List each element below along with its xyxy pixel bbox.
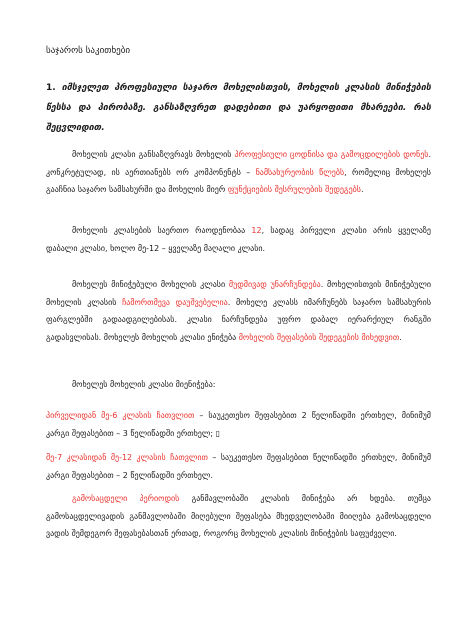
text-run: – საუკეთესო შეფასებით 2 წელიწადში ერთხელ, მინიმუმ კარგი შეფასებით – 3 წელიწადში ერთხელ;	[46, 411, 431, 438]
question-text: იმსჯელეთ პროფესიული საჯარო მოხელისთვის, მოხელის კლასის მინიჭების წესსა და პირობაზე. განსაზღვრეთ დადებითი და უარყოფითი მხარეები. რას შეცვლიდით.	[46, 83, 431, 133]
question-1	[46, 78, 431, 138]
text-run: განმავლობაში კლასის მინიჭება არ ხდება. თუმცა გამოსაცდელივადის განმავლობაში მიღებული შეფასება მხედველობაში მიიღება გამოსაცდელი ვადის შემდეგორ შეფასებასთან ერთად, როგორც მოხელის კლასის მინიჭების საფუძველი.	[46, 494, 431, 538]
text-run: მოხელეს მინიჭებული მოხელის კლასი	[72, 280, 229, 289]
question-number: 1.	[46, 83, 56, 93]
text-run: . მოხელისთვის მინიჭებული მოხელის კლასის	[46, 280, 431, 307]
document-title: საჯაროს საკითხები	[46, 46, 131, 56]
text-run: .	[360, 185, 364, 194]
highlight-classes-1-6: პირველიდან მე-6 კლასის ჩათვლით	[46, 411, 195, 420]
text-run: – საუკეთესო შეფასებით წელიწადში ერთხელ, მინიმუმ კარგი შეფასებით – 2 წელიწადში ერთხელ.	[46, 453, 432, 480]
paragraph-class-definition	[46, 146, 431, 199]
highlight-results: ფუნქციების შესრულების შედეგებს	[227, 185, 361, 194]
text-run: მოხელის კლასების საერთო რაოდენობაა	[72, 226, 252, 235]
paragraph-probation	[46, 490, 431, 543]
paragraph-class-retention	[46, 276, 431, 346]
highlight-count: 12	[251, 226, 262, 235]
paragraph-assignment-intro	[46, 376, 431, 394]
text-run: , რომელიც მოხელეს გააჩნია საჯარო სამსახურში და მოხელის მიერ	[46, 167, 431, 194]
paragraph-classes-1-6	[46, 407, 431, 442]
text-run: . მოხელე კლასს იმარჩუნებს საჯარო სამსახურის ფარგლებში გადაადგილებისას. კლასი ნარჩუნდება უფრო დაბალ იერარქიულ რანგში გადასვლისას. მოხელეს მოხელის კლასი ენიჭება	[46, 297, 431, 342]
text-run: , სადაც პირველი კლასი არის ყველაზე დაბალი კლასი, ხოლო მე-12 – ყველაზე მაღალი კლასი.	[46, 226, 431, 253]
paragraph-class-count	[46, 222, 431, 257]
highlight-knowledge: პროფესიული ცოდნისა და გამოცდილების დონეს	[234, 150, 429, 159]
missing-glyph-icon: ▯	[215, 428, 221, 438]
text-run: მოხელის კლასი განსაზღვრავს მოხელის	[72, 150, 235, 159]
highlight-permanent: მუდმივად უნარჩუნდება	[228, 280, 321, 289]
highlight-years: ნამსახურეობის წლებს	[255, 167, 345, 177]
highlight-classes-7-12: მე-7 კლასიდან მე-12 კლასის ჩათვლით	[46, 453, 208, 462]
text-run: .	[399, 332, 402, 342]
paragraph-classes-7-12	[46, 449, 431, 484]
highlight-not-revocable: ჩამორთმევა დაუშვებელია	[122, 297, 228, 307]
highlight-probation: გამოსაცდელი პერიოდის	[72, 494, 180, 503]
highlight-evaluation: მოხელის შეფასების შედეგების მიხედვით	[238, 332, 400, 342]
text-run: . კონკრეტულად, ის აერთიანებს ორ კომპონენტს –	[46, 150, 431, 177]
text-run: მოხელეს მოხელის კლასი მიენიჭება:	[72, 380, 216, 389]
